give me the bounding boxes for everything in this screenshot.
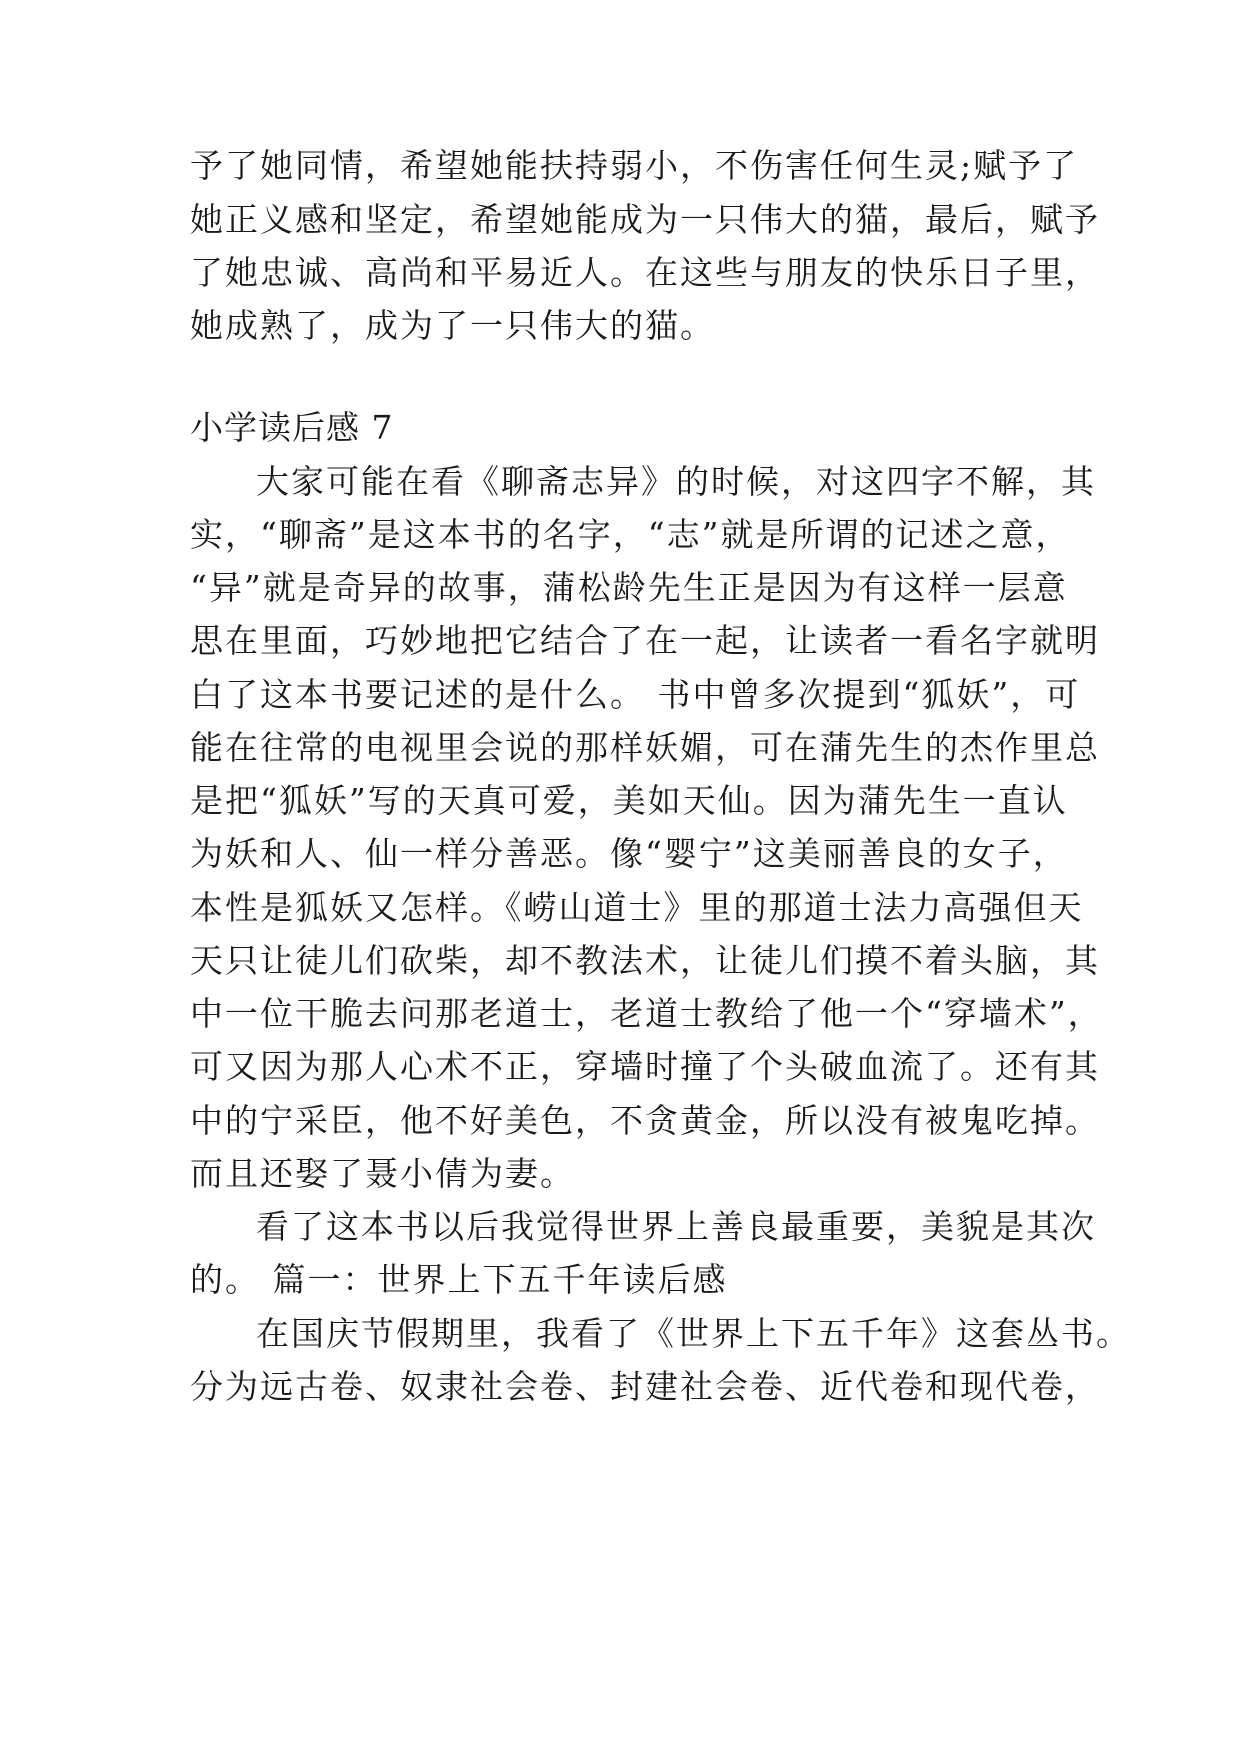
body-text-line: 思在里面，巧妙地把它结合了在一起，让读者一看名字就明: [190, 621, 1100, 660]
body-text-line: 可又因为那人心术不正，穿墙时撞了个头破血流了。还有其: [190, 1047, 1100, 1086]
body-text-line: 白了这本书要记述的是什么。 书中曾多次提到“狐妖”，可: [190, 675, 1081, 714]
body-text-line: 她正义感和坚定，希望她能成为一只伟大的猫，最后，赋予: [190, 200, 1100, 239]
body-text-line: 她成熟了，成为了一只伟大的猫。: [190, 306, 715, 345]
body-text-line: 中一位干脆去问那老道士，老道士教给了他一个“穿墙术”，: [190, 994, 1103, 1033]
body-text-line: 实，“聊斋”是这本书的名字，“志”就是所谓的记述之意，: [190, 515, 1071, 554]
body-text-line: 能在往常的电视里会说的那样妖媚，可在蒲先生的杰作里总: [190, 728, 1100, 767]
body-text-line: “异”就是奇异的故事，蒲松龄先生正是因为有这样一层意: [190, 568, 1068, 607]
section-heading: 小学读后感 7: [190, 408, 394, 447]
body-text-line: 天只让徒儿们砍柴，却不教法术，让徒儿们摸不着头脑，其: [190, 941, 1100, 980]
paragraph-first-line: 看了这本书以后我觉得世界上善良最重要，美貌是其次: [256, 1207, 1096, 1246]
body-text-line: 是把“狐妖”写的天真可爱，美如天仙。因为蒲先生一直认: [190, 781, 1068, 820]
body-text-line: 为妖和人、仙一样分善恶。像“婴宁”这美丽善良的女子，: [190, 834, 1068, 873]
body-text-line: 分为远古卷、奴隶社会卷、封建社会卷、近代卷和现代卷，: [190, 1367, 1100, 1406]
body-text-line: 本性是狐妖又怎样。《崂山道士》里的那道士法力高强但天: [190, 888, 1084, 927]
body-text-line: 的。 篇一：世界上下五千年读后感: [190, 1260, 728, 1299]
paragraph-first-line: 在国庆节假期里，我看了《世界上下五千年》这套丛书。: [256, 1314, 1131, 1353]
body-text-line: 而且还娶了聂小倩为妻。: [190, 1154, 575, 1193]
body-text-line: 予了她同情，希望她能扶持弱小，不伤害任何生灵;赋予了: [190, 146, 1079, 185]
paragraph-first-line: 大家可能在看《聊斋志异》的时候，对这四字不解，其: [256, 462, 1096, 501]
body-text-line: 中的宁采臣，他不好美色，不贪黄金，所以没有被鬼吃掉。: [190, 1101, 1100, 1140]
body-text-line: 了她忠诚、高尚和平易近人。在这些与朋友的快乐日子里，: [190, 253, 1100, 292]
